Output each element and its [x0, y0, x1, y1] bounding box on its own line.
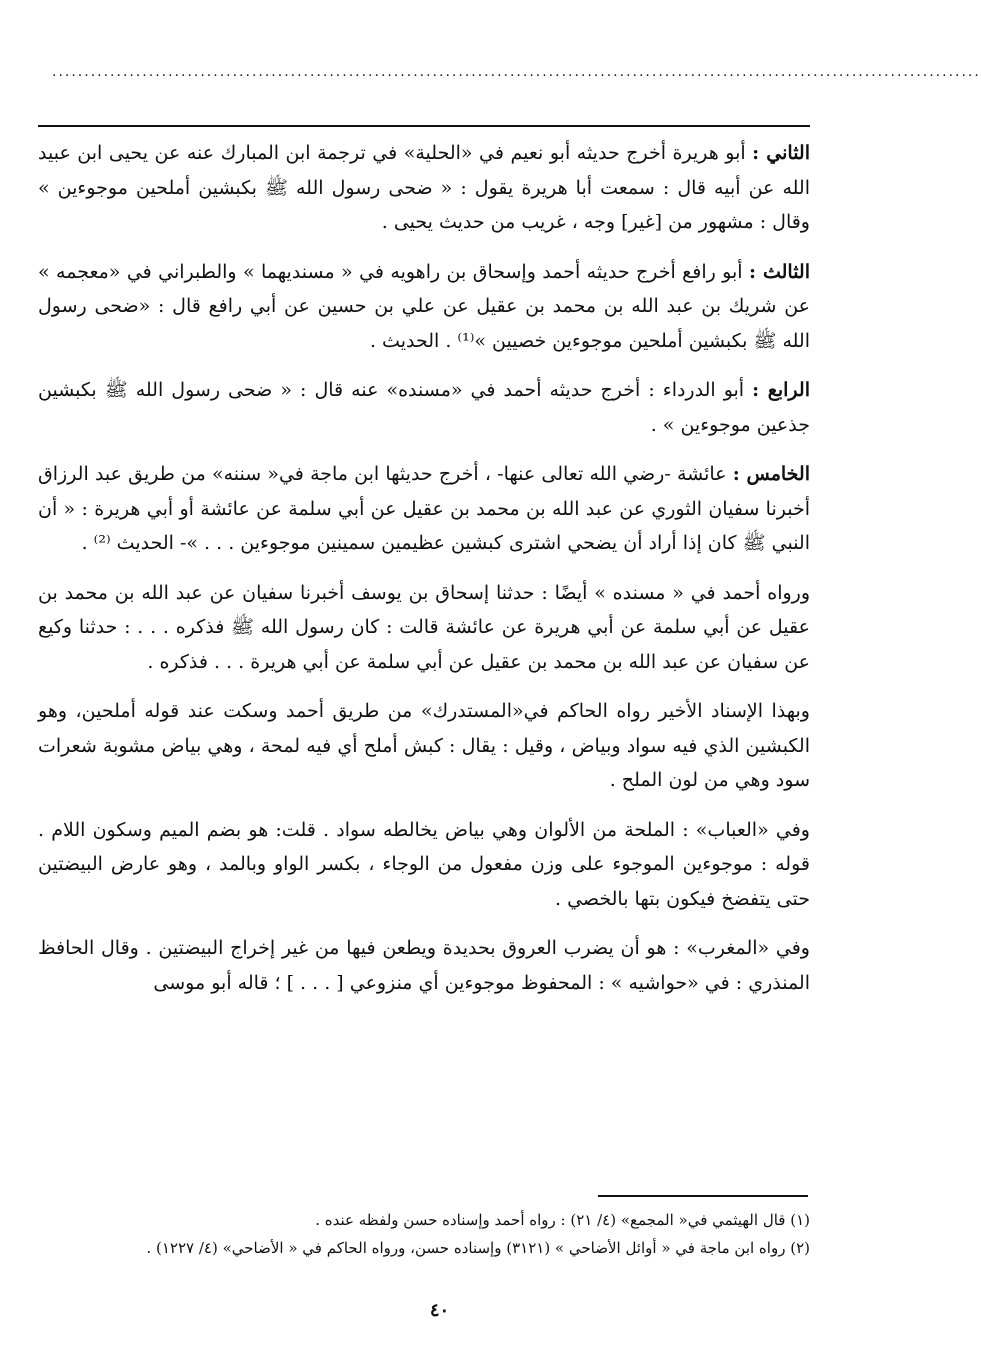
footnote-rule	[598, 1195, 808, 1197]
paragraph-text: عائشة -رضي الله تعالى عنها- ، أخرج حديثها ابن ماجة في« سننه» من طريق عبد الرزاق أخبرنا سفيان الثوري عن عبد الله بن محمد بن عقيل عن أبي سلمة عن عائشة أو أبي هريرة : « أن النبي ﷺ كان إذا أراد أن يضحي اشترى كبشين عظيمين سمينين موجوءين . . . »- الحديث ⁽²⁾ .	[38, 463, 810, 554]
paragraph-text: أبو هريرة أخرج حديثه أبو نعيم في «الحلية» في ترجمة ابن المبارك عنه عن يحيى ابن عبيد الله عن أبيه قال : سمعت أبا هريرة يقول : « ضحى رسول الله ﷺ بكبشين أملحين موجوءين » وقال : مشهور من [غير] وجه ، غريب من حديث يحيى .	[38, 142, 811, 233]
paragraph-mughrib	[38, 931, 810, 1000]
paragraph-lead: الثالث :	[748, 260, 810, 283]
page-number: ٤٠	[429, 1300, 450, 1321]
paragraph-text: وفي «العباب» : الملحة من الألوان وهي بياض يخالطه سواد . قلت: هو بضم الميم وسكون اللام . قوله : موجوءين الموجوء على وزن مفعول من الوجاء ، بكسر الواو وبالمد ، وهو عارض البيضتين حتى يتفضخ فيكون بتها بالخصي .	[38, 818, 810, 910]
paragraph-fifth	[38, 457, 810, 561]
footnotes	[38, 1206, 810, 1262]
body-text	[38, 136, 810, 1015]
paragraph-text: أبو الدرداء : أخرج حديثه أحمد في «مسنده» عنه قال : « ضحى رسول الله ﷺ بكبشين جذعين موجوءين » .	[38, 379, 810, 436]
paragraph-text: أبو رافع أخرج حديثه أحمد وإسحاق بن راهويه في « مسنديهما » والطبراني في «معجمه » عن شريك بن عبد الله بن محمد بن عقيل عن علي بن حسين عن أبي رافع قال : «ضحى رسول الله ﷺ بكبشين أملحين موجوءين خصيين »⁽¹⁾ . الحديث .	[38, 260, 810, 352]
paragraph-ahmad-narration	[38, 576, 810, 680]
paragraph-third	[38, 255, 810, 359]
footnote-1: (١) قال الهيثمي في« المجمع» (٤/ ٢١) : رواه أحمد وإسناده حسن ولفظه عنده .	[315, 1211, 810, 1229]
paragraph-text: وبهذا الإسناد الأخير رواه الحاكم في«المستدرك» من طريق أحمد وسكت عند قوله أملحين، وهو الكبشين الذي فيه سواد وبياض ، وقيل : يقال : كبش أملح أي فيه لمحة ، وهي بياض مشوبة شعرات سود وهي من لون الملح .	[38, 700, 810, 791]
paragraph-text: ورواه أحمد في « مسنده » أيضًا : حدثنا إسحاق بن يوسف أخبرنا سفيان عن عبد الله بن محمد بن عقيل عن أبي سلمة عن أبي هريرة عن عائشة قالت : كان رسول الله ﷺ فذكره . . . : حدثنا وكيع عن سفيان عن عبد الله بن محمد بن عقيل عن أبي سلمة عن أبي هريرة . . . فذكره .	[38, 581, 810, 673]
paragraph-hakim-narration	[38, 694, 810, 798]
paragraph-lead: الثاني :	[752, 142, 810, 164]
paragraph-fourth	[38, 373, 810, 442]
paragraph-lead: الخامس :	[732, 463, 810, 485]
header-rule	[38, 125, 810, 127]
header-dotted-line: ................................................................................................................................................	[52, 64, 981, 80]
paragraph-lead: الرابع :	[752, 379, 810, 401]
paragraph-text: وفي «المغرب» : هو أن يضرب العروق بحديدة ويطعن فيها من غير إخراج البيضتين . وقال الحافظ المنذري : في «حواشيه » : المحفوظ موجوءين أي منزوعي [ . . . ] ؛ قاله أبو موسى	[38, 937, 810, 994]
footnote-2: (٢) رواه ابن ماجة في « أوائل الأضاحي » (٣١٢١) وإسناده حسن، ورواه الحاكم في « الأضاحي» (٤/ ١٢٢٧) .	[146, 1239, 810, 1257]
paragraph-ubab	[38, 813, 810, 917]
paragraph-second	[38, 136, 810, 240]
